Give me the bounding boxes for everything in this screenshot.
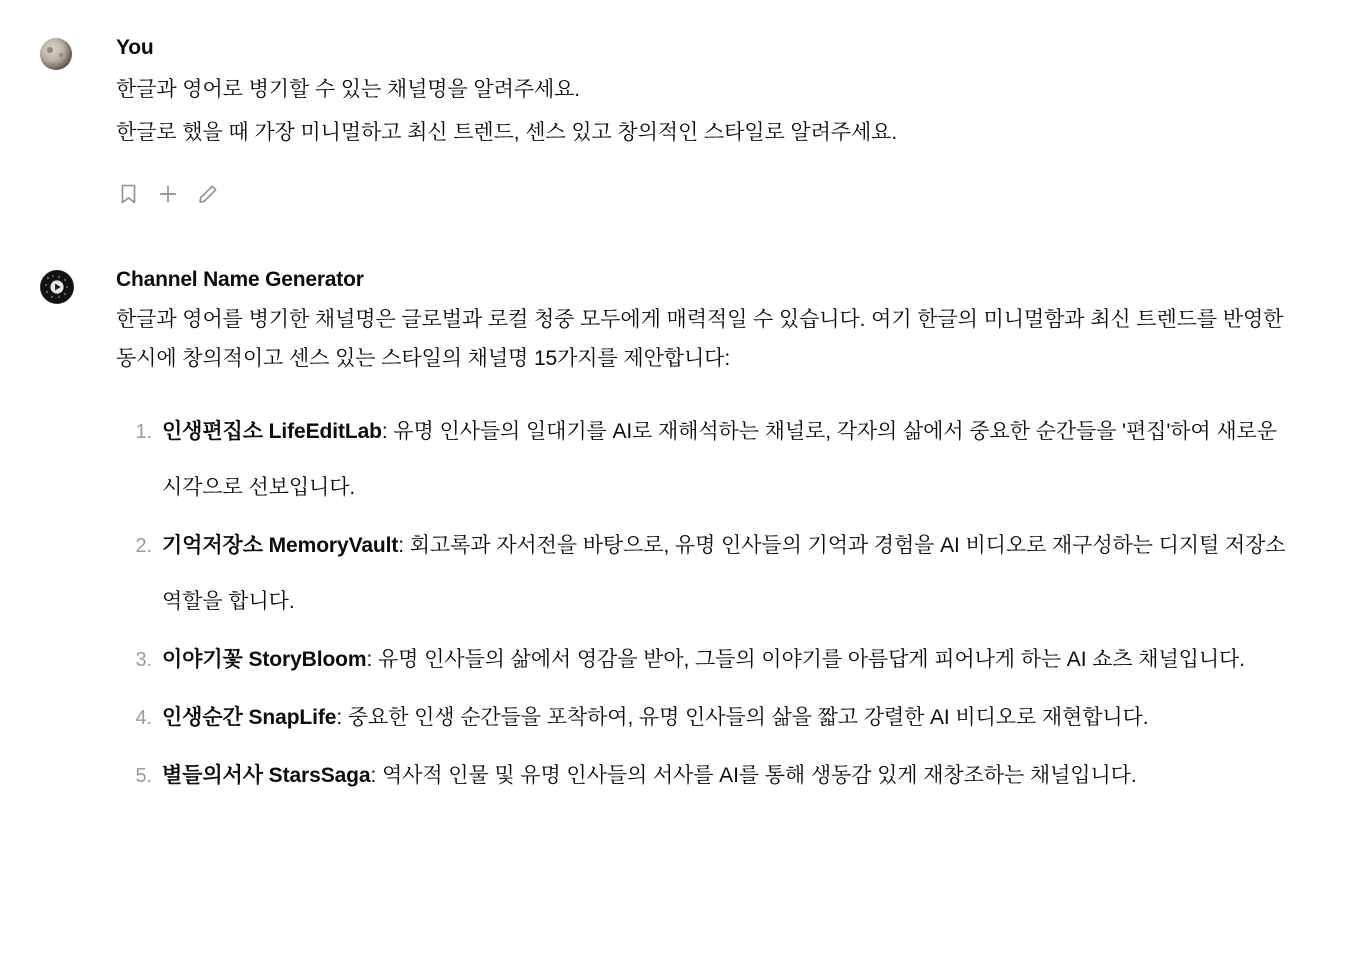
suggestion-description: : 중요한 인생 순간들을 포착하여, 유명 인사들의 삶을 짧고 강렬한 AI 비디오로 재현합니다.: [336, 706, 1149, 729]
suggestion-description: : 역사적 인물 및 유명 인사들의 서사를 AI를 통해 생동감 있게 재창조하는 채널입니다.: [370, 764, 1137, 787]
play-button-avatar-icon: [40, 270, 74, 304]
user-author-name: You: [116, 36, 154, 59]
suggestion-list: [116, 404, 1286, 804]
user-message-body: [116, 34, 1286, 206]
list-item: [162, 518, 1286, 630]
pencil-icon[interactable]: [196, 182, 220, 206]
suggestion-name: 이야기꽃 StoryBloom: [162, 648, 367, 671]
user-message-line-1: 한글과 영어로 병기할 수 있는 채널명을 알려주세요.: [116, 78, 581, 101]
suggestion-name: 인생순간 SnapLife: [162, 706, 337, 729]
bookmark-icon[interactable]: [116, 182, 140, 206]
user-message: [0, 34, 1346, 206]
assistant-message: [0, 266, 1346, 806]
message-action-bar: [116, 182, 1286, 206]
user-message-line-2: 한글로 했을 때 가장 미니멀하고 최신 트렌드, 센스 있고 창의적인 스타일로 알려주세요.: [116, 121, 898, 144]
list-item: [162, 748, 1286, 804]
suggestion-description: : 회고록과 자서전을 바탕으로, 유명 인사들의 기억과 경험을 AI 비디오로 재구성하는 디지털 저장소 역할을 합니다.: [162, 534, 1286, 613]
assistant-avatar-container: [40, 266, 116, 304]
suggestion-description: : 유명 인사들의 삶에서 영감을 받아, 그들의 이야기를 아름답게 피어나게 하는 AI 쇼츠 채널입니다.: [366, 648, 1245, 671]
suggestion-description: : 유명 인사들의 일대기를 AI로 재해석하는 채널로, 각자의 삶에서 중요한 순간들을 '편집'하여 새로운 시각으로 선보입니다.: [162, 420, 1277, 499]
suggestion-name: 기억저장소 MemoryVault: [162, 534, 399, 557]
suggestion-name: 별들의서사 StarsSaga: [162, 764, 371, 787]
list-item: [162, 404, 1286, 516]
user-avatar-container: [40, 34, 116, 70]
assistant-author-name: Channel Name Generator: [116, 268, 364, 291]
assistant-message-body: [116, 266, 1286, 806]
list-item: [162, 690, 1286, 746]
plus-icon[interactable]: [156, 182, 180, 206]
list-item: [162, 632, 1286, 688]
suggestion-name: 인생편집소 LifeEditLab: [162, 420, 382, 443]
moon-avatar-icon: [40, 38, 72, 70]
assistant-intro-paragraph: 한글과 영어를 병기한 채널명은 글로벌과 로컬 청중 모두에게 매력적일 수 있습니다. 여기 한글의 미니멀함과 최신 트렌드를 반영한 동시에 창의적이고 센스 있는 스타일의 채널명 15가지를 제안합니다:: [116, 308, 1284, 370]
